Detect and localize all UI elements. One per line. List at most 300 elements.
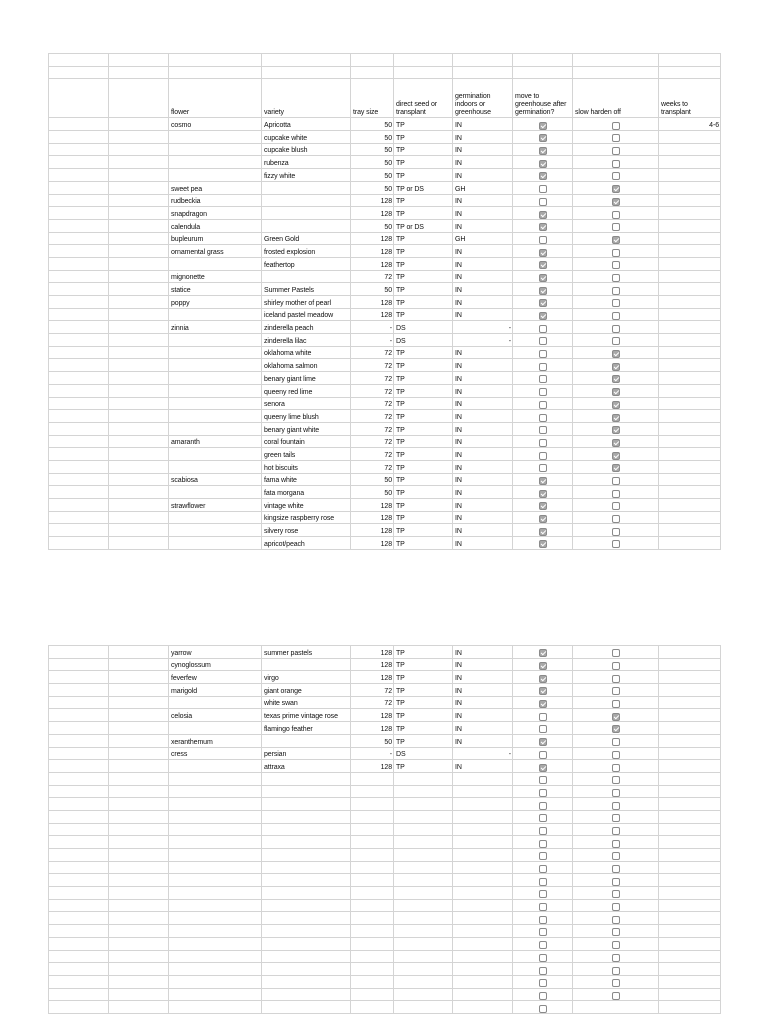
slow-harden-off-checkbox[interactable] (612, 662, 620, 670)
method-cell[interactable]: TP (394, 245, 453, 258)
move-to-greenhouse-checkbox[interactable] (539, 160, 547, 168)
move-to-greenhouse-checkbox[interactable] (539, 840, 547, 848)
slow-harden-off-checkbox[interactable] (612, 928, 620, 936)
empty-cell[interactable] (262, 874, 351, 887)
method-cell[interactable]: TP (394, 372, 453, 385)
empty-cell[interactable] (262, 785, 351, 798)
slow-harden-off-checkbox[interactable] (612, 452, 620, 460)
germination-cell[interactable] (453, 684, 513, 697)
empty-cell[interactable] (659, 836, 721, 849)
slow-harden-off-checkbox[interactable] (612, 725, 620, 733)
weeks-cell[interactable] (659, 296, 721, 309)
tray-size-cell[interactable]: 50 (351, 118, 394, 131)
empty-cell[interactable] (262, 836, 351, 849)
variety-cell[interactable]: fizzy white (262, 169, 351, 182)
slow-harden-off-checkbox[interactable] (612, 134, 620, 142)
empty-cell[interactable] (659, 1001, 721, 1014)
flower-cell[interactable]: strawflower (169, 499, 262, 512)
variety-cell[interactable]: apricot/peach (262, 537, 351, 550)
empty-cell[interactable] (453, 887, 513, 900)
empty-cell[interactable] (659, 975, 721, 988)
variety-cell[interactable]: cupcake blush (262, 143, 351, 156)
flower-cell[interactable]: cress (169, 747, 262, 760)
variety-cell[interactable]: giant orange (262, 684, 351, 697)
move-to-greenhouse-checkbox[interactable] (539, 662, 547, 670)
move-to-greenhouse-checkbox[interactable] (539, 325, 547, 333)
flower-cell[interactable] (169, 448, 262, 461)
empty-cell[interactable] (262, 823, 351, 836)
flower-cell[interactable]: statice (169, 283, 262, 296)
variety-cell[interactable]: zinderella lilac (262, 334, 351, 347)
empty-cell[interactable] (394, 861, 453, 874)
move-to-greenhouse-checkbox[interactable] (539, 675, 547, 683)
weeks-cell[interactable] (659, 194, 721, 207)
flower-cell[interactable] (169, 169, 262, 182)
empty-cell[interactable] (659, 912, 721, 925)
tray-size-cell[interactable]: - (351, 334, 394, 347)
tray-size-cell[interactable]: 50 (351, 181, 394, 194)
variety-cell[interactable]: virgo (262, 671, 351, 684)
method-cell[interactable]: TP (394, 684, 453, 697)
germination-cell[interactable] (453, 359, 513, 372)
tray-size-cell[interactable]: 50 (351, 219, 394, 232)
tray-size-cell[interactable]: 50 (351, 143, 394, 156)
germination-cell[interactable] (453, 499, 513, 512)
flower-cell[interactable]: feverfew (169, 671, 262, 684)
weeks-cell[interactable] (659, 422, 721, 435)
tray-size-cell[interactable]: 128 (351, 658, 394, 671)
move-to-greenhouse-checkbox[interactable] (539, 738, 547, 746)
empty-cell[interactable] (453, 874, 513, 887)
empty-cell[interactable] (351, 963, 394, 976)
tray-size-cell[interactable]: 50 (351, 486, 394, 499)
empty-cell[interactable] (351, 1001, 394, 1014)
slow-harden-off-checkbox[interactable] (612, 992, 620, 1000)
method-cell[interactable]: TP (394, 473, 453, 486)
flower-cell[interactable] (169, 696, 262, 709)
empty-cell[interactable] (659, 874, 721, 887)
empty-cell[interactable] (262, 810, 351, 823)
slow-harden-off-checkbox[interactable] (612, 827, 620, 835)
empty-cell[interactable] (394, 950, 453, 963)
variety-cell[interactable]: persian (262, 747, 351, 760)
empty-cell[interactable] (351, 861, 394, 874)
germination-cell[interactable] (453, 722, 513, 735)
slow-harden-off-checkbox[interactable] (612, 490, 620, 498)
slow-harden-off-checkbox[interactable] (612, 890, 620, 898)
variety-cell[interactable]: cupcake white (262, 131, 351, 144)
variety-cell[interactable]: green tails (262, 448, 351, 461)
empty-cell[interactable] (169, 798, 262, 811)
weeks-cell[interactable] (659, 499, 721, 512)
method-cell[interactable]: TP (394, 734, 453, 747)
variety-cell[interactable]: oklahoma salmon (262, 359, 351, 372)
flower-cell[interactable]: marigold (169, 684, 262, 697)
flower-cell[interactable]: sweet pea (169, 181, 262, 194)
variety-cell[interactable]: silvery rose (262, 524, 351, 537)
tray-size-cell[interactable]: 50 (351, 156, 394, 169)
empty-cell[interactable] (394, 887, 453, 900)
method-cell[interactable]: TP (394, 524, 453, 537)
slow-harden-off-checkbox[interactable] (612, 540, 620, 548)
weeks-cell[interactable] (659, 486, 721, 499)
tray-size-cell[interactable]: 128 (351, 207, 394, 220)
move-to-greenhouse-checkbox[interactable] (539, 764, 547, 772)
germination-cell[interactable] (453, 384, 513, 397)
empty-cell[interactable] (351, 798, 394, 811)
method-cell[interactable]: TP (394, 169, 453, 182)
germination-cell[interactable] (453, 270, 513, 283)
slow-harden-off-checkbox[interactable] (612, 375, 620, 383)
tray-size-cell[interactable]: 128 (351, 709, 394, 722)
tray-size-cell[interactable]: 72 (351, 684, 394, 697)
empty-cell[interactable] (262, 849, 351, 862)
empty-cell[interactable] (262, 937, 351, 950)
empty-cell[interactable] (659, 772, 721, 785)
tray-size-cell[interactable]: 128 (351, 296, 394, 309)
variety-cell[interactable]: vintage white (262, 499, 351, 512)
empty-cell[interactable] (169, 1001, 262, 1014)
flower-cell[interactable] (169, 460, 262, 473)
tray-size-cell[interactable]: 128 (351, 722, 394, 735)
flower-cell[interactable] (169, 346, 262, 359)
germination-cell[interactable] (453, 308, 513, 321)
empty-cell[interactable] (169, 810, 262, 823)
slow-harden-off-checkbox[interactable] (612, 160, 620, 168)
method-cell[interactable]: TP (394, 296, 453, 309)
variety-cell[interactable]: benary giant white (262, 422, 351, 435)
flower-cell[interactable]: snapdragon (169, 207, 262, 220)
slow-harden-off-checkbox[interactable] (612, 350, 620, 358)
slow-harden-off-checkbox[interactable] (612, 198, 620, 206)
move-to-greenhouse-checkbox[interactable] (539, 287, 547, 295)
empty-cell[interactable] (169, 823, 262, 836)
weeks-cell[interactable] (659, 537, 721, 550)
flower-cell[interactable]: scabiosa (169, 473, 262, 486)
tray-size-cell[interactable]: 128 (351, 232, 394, 245)
move-to-greenhouse-checkbox[interactable] (539, 878, 547, 886)
variety-cell[interactable]: fata morgana (262, 486, 351, 499)
flower-cell[interactable] (169, 524, 262, 537)
flower-cell[interactable]: bupleurum (169, 232, 262, 245)
tray-size-cell[interactable]: 72 (351, 359, 394, 372)
move-to-greenhouse-checkbox[interactable] (539, 814, 547, 822)
tray-size-cell[interactable]: 128 (351, 257, 394, 270)
tray-size-cell[interactable]: 72 (351, 435, 394, 448)
slow-harden-off-checkbox[interactable] (612, 852, 620, 860)
empty-cell[interactable] (351, 937, 394, 950)
move-to-greenhouse-checkbox[interactable] (539, 439, 547, 447)
weeks-cell[interactable] (659, 709, 721, 722)
move-to-greenhouse-checkbox[interactable] (539, 751, 547, 759)
move-to-greenhouse-checkbox[interactable] (539, 802, 547, 810)
move-to-greenhouse-checkbox[interactable] (539, 274, 547, 282)
germination-cell[interactable] (453, 646, 513, 659)
germination-cell[interactable] (453, 245, 513, 258)
variety-cell[interactable]: hot biscuits (262, 460, 351, 473)
slow-harden-off-checkbox[interactable] (612, 878, 620, 886)
method-cell[interactable]: TP (394, 384, 453, 397)
slow-harden-off-checkbox[interactable] (612, 776, 620, 784)
tray-size-cell[interactable]: 72 (351, 372, 394, 385)
flower-cell[interactable]: yarrow (169, 646, 262, 659)
empty-cell[interactable] (394, 836, 453, 849)
variety-cell[interactable] (262, 207, 351, 220)
weeks-cell[interactable] (659, 671, 721, 684)
variety-cell[interactable]: benary giant lime (262, 372, 351, 385)
move-to-greenhouse-checkbox[interactable] (539, 477, 547, 485)
method-cell[interactable]: DS (394, 334, 453, 347)
weeks-cell[interactable] (659, 283, 721, 296)
variety-cell[interactable]: white swan (262, 696, 351, 709)
slow-harden-off-checkbox[interactable] (612, 789, 620, 797)
empty-cell[interactable] (659, 823, 721, 836)
move-to-greenhouse-checkbox[interactable] (539, 789, 547, 797)
slow-harden-off-checkbox[interactable] (612, 687, 620, 695)
method-cell[interactable]: TP (394, 283, 453, 296)
slow-harden-off-checkbox[interactable] (612, 325, 620, 333)
method-cell[interactable]: TP (394, 232, 453, 245)
flower-cell[interactable] (169, 334, 262, 347)
empty-cell[interactable] (453, 836, 513, 849)
weeks-cell[interactable] (659, 270, 721, 283)
empty-cell[interactable] (659, 988, 721, 1001)
empty-cell[interactable] (169, 899, 262, 912)
empty-cell[interactable] (453, 950, 513, 963)
empty-cell[interactable] (394, 810, 453, 823)
flower-cell[interactable]: rudbeckia (169, 194, 262, 207)
method-cell[interactable]: TP or DS (394, 181, 453, 194)
flower-cell[interactable] (169, 760, 262, 773)
method-cell[interactable]: TP (394, 671, 453, 684)
empty-cell[interactable] (394, 798, 453, 811)
method-cell[interactable]: TP (394, 270, 453, 283)
move-to-greenhouse-checkbox[interactable] (539, 375, 547, 383)
empty-cell[interactable] (351, 912, 394, 925)
flower-cell[interactable]: poppy (169, 296, 262, 309)
germination-cell[interactable] (453, 671, 513, 684)
slow-harden-off-checkbox[interactable] (612, 764, 620, 772)
move-to-greenhouse-checkbox[interactable] (539, 502, 547, 510)
move-to-greenhouse-checkbox[interactable] (539, 515, 547, 523)
variety-cell[interactable]: Green Gold (262, 232, 351, 245)
method-cell[interactable]: TP (394, 257, 453, 270)
germination-cell[interactable] (453, 696, 513, 709)
empty-cell[interactable] (394, 823, 453, 836)
variety-cell[interactable] (262, 181, 351, 194)
empty-cell[interactable] (394, 772, 453, 785)
move-to-greenhouse-checkbox[interactable] (539, 299, 547, 307)
empty-cell[interactable] (351, 810, 394, 823)
method-cell[interactable]: TP (394, 696, 453, 709)
tray-size-cell[interactable]: 128 (351, 671, 394, 684)
move-to-greenhouse-checkbox[interactable] (539, 916, 547, 924)
move-to-greenhouse-checkbox[interactable] (539, 236, 547, 244)
variety-cell[interactable]: coral fountain (262, 435, 351, 448)
move-to-greenhouse-checkbox[interactable] (539, 865, 547, 873)
empty-cell[interactable] (453, 963, 513, 976)
empty-cell[interactable] (659, 899, 721, 912)
slow-harden-off-checkbox[interactable] (612, 713, 620, 721)
slow-harden-off-checkbox[interactable] (612, 236, 620, 244)
empty-cell[interactable] (169, 785, 262, 798)
move-to-greenhouse-checkbox[interactable] (539, 687, 547, 695)
method-cell[interactable]: TP (394, 397, 453, 410)
empty-cell[interactable] (262, 899, 351, 912)
tray-size-cell[interactable]: - (351, 321, 394, 334)
weeks-cell[interactable] (659, 181, 721, 194)
weeks-cell[interactable] (659, 257, 721, 270)
empty-cell[interactable] (262, 912, 351, 925)
method-cell[interactable]: TP (394, 156, 453, 169)
weeks-cell[interactable] (659, 722, 721, 735)
tray-size-cell[interactable]: 128 (351, 524, 394, 537)
empty-cell[interactable] (453, 798, 513, 811)
slow-harden-off-checkbox[interactable] (612, 211, 620, 219)
empty-cell[interactable] (394, 899, 453, 912)
tray-size-cell[interactable]: 72 (351, 422, 394, 435)
flower-cell[interactable] (169, 308, 262, 321)
empty-cell[interactable] (394, 975, 453, 988)
germination-cell[interactable] (453, 118, 513, 131)
flower-cell[interactable] (169, 384, 262, 397)
tray-size-cell[interactable]: 50 (351, 473, 394, 486)
slow-harden-off-checkbox[interactable] (612, 814, 620, 822)
weeks-cell[interactable] (659, 760, 721, 773)
method-cell[interactable]: TP or DS (394, 219, 453, 232)
variety-cell[interactable]: flamingo feather (262, 722, 351, 735)
variety-cell[interactable]: frosted explosion (262, 245, 351, 258)
flower-cell[interactable]: zinnia (169, 321, 262, 334)
move-to-greenhouse-checkbox[interactable] (539, 452, 547, 460)
tray-size-cell[interactable]: 128 (351, 511, 394, 524)
weeks-cell[interactable] (659, 169, 721, 182)
germination-cell[interactable] (453, 473, 513, 486)
empty-cell[interactable] (351, 785, 394, 798)
move-to-greenhouse-checkbox[interactable] (539, 426, 547, 434)
tray-size-cell[interactable]: 50 (351, 283, 394, 296)
method-cell[interactable]: TP (394, 131, 453, 144)
slow-harden-off-checkbox[interactable] (612, 172, 620, 180)
variety-cell[interactable]: rubenza (262, 156, 351, 169)
empty-cell[interactable] (169, 861, 262, 874)
slow-harden-off-checkbox[interactable] (612, 414, 620, 422)
germination-cell[interactable] (453, 346, 513, 359)
method-cell[interactable]: DS (394, 321, 453, 334)
empty-cell[interactable] (453, 1001, 513, 1014)
slow-harden-off-checkbox[interactable] (612, 979, 620, 987)
empty-cell[interactable] (169, 937, 262, 950)
method-cell[interactable]: TP (394, 346, 453, 359)
germination-cell[interactable] (453, 448, 513, 461)
flower-cell[interactable] (169, 486, 262, 499)
flower-cell[interactable] (169, 537, 262, 550)
move-to-greenhouse-checkbox[interactable] (539, 198, 547, 206)
slow-harden-off-checkbox[interactable] (612, 477, 620, 485)
slow-harden-off-checkbox[interactable] (612, 916, 620, 924)
empty-cell[interactable] (659, 937, 721, 950)
method-cell[interactable]: DS (394, 747, 453, 760)
move-to-greenhouse-checkbox[interactable] (539, 700, 547, 708)
empty-cell[interactable] (169, 925, 262, 938)
flower-cell[interactable] (169, 410, 262, 423)
method-cell[interactable]: TP (394, 422, 453, 435)
tray-size-cell[interactable]: 72 (351, 410, 394, 423)
flower-cell[interactable] (169, 156, 262, 169)
empty-cell[interactable] (394, 925, 453, 938)
move-to-greenhouse-checkbox[interactable] (539, 414, 547, 422)
move-to-greenhouse-checkbox[interactable] (539, 776, 547, 784)
variety-cell[interactable] (262, 734, 351, 747)
weeks-cell[interactable] (659, 646, 721, 659)
empty-cell[interactable] (659, 861, 721, 874)
empty-cell[interactable] (169, 772, 262, 785)
weeks-cell[interactable] (659, 410, 721, 423)
slow-harden-off-checkbox[interactable] (612, 675, 620, 683)
empty-cell[interactable] (169, 874, 262, 887)
germination-cell[interactable] (453, 658, 513, 671)
germination-cell[interactable] (453, 410, 513, 423)
flower-cell[interactable]: xeranthemum (169, 734, 262, 747)
slow-harden-off-checkbox[interactable] (612, 312, 620, 320)
weeks-cell[interactable] (659, 435, 721, 448)
tray-size-cell[interactable]: 128 (351, 537, 394, 550)
variety-cell[interactable]: Apricotta (262, 118, 351, 131)
method-cell[interactable]: TP (394, 460, 453, 473)
slow-harden-off-checkbox[interactable] (612, 802, 620, 810)
method-cell[interactable]: TP (394, 194, 453, 207)
empty-cell[interactable] (453, 810, 513, 823)
method-cell[interactable]: TP (394, 448, 453, 461)
weeks-cell[interactable] (659, 207, 721, 220)
move-to-greenhouse-checkbox[interactable] (539, 992, 547, 1000)
method-cell[interactable]: TP (394, 359, 453, 372)
move-to-greenhouse-checkbox[interactable] (539, 928, 547, 936)
empty-cell[interactable] (262, 988, 351, 1001)
method-cell[interactable]: TP (394, 118, 453, 131)
slow-harden-off-checkbox[interactable] (612, 274, 620, 282)
slow-harden-off-checkbox[interactable] (612, 122, 620, 130)
flower-cell[interactable] (169, 372, 262, 385)
tray-size-cell[interactable]: 50 (351, 131, 394, 144)
move-to-greenhouse-checkbox[interactable] (539, 172, 547, 180)
germination-cell[interactable] (453, 486, 513, 499)
slow-harden-off-checkbox[interactable] (612, 738, 620, 746)
empty-cell[interactable] (351, 849, 394, 862)
slow-harden-off-checkbox[interactable] (612, 261, 620, 269)
move-to-greenhouse-checkbox[interactable] (539, 490, 547, 498)
variety-cell[interactable]: texas prime vintage rose (262, 709, 351, 722)
flower-cell[interactable] (169, 722, 262, 735)
empty-cell[interactable] (659, 963, 721, 976)
variety-cell[interactable]: kingsize raspberry rose (262, 511, 351, 524)
slow-harden-off-checkbox[interactable] (612, 388, 620, 396)
tray-size-cell[interactable]: 72 (351, 397, 394, 410)
flower-cell[interactable]: cosmo (169, 118, 262, 131)
weeks-cell[interactable] (659, 511, 721, 524)
slow-harden-off-checkbox[interactable] (612, 751, 620, 759)
move-to-greenhouse-checkbox[interactable] (539, 725, 547, 733)
move-to-greenhouse-checkbox[interactable] (539, 528, 547, 536)
tray-size-cell[interactable]: 50 (351, 169, 394, 182)
germination-cell[interactable] (453, 156, 513, 169)
move-to-greenhouse-checkbox[interactable] (539, 261, 547, 269)
method-cell[interactable]: TP (394, 308, 453, 321)
move-to-greenhouse-checkbox[interactable] (539, 827, 547, 835)
variety-cell[interactable]: shirley mother of pearl (262, 296, 351, 309)
method-cell[interactable]: TP (394, 207, 453, 220)
method-cell[interactable]: TP (394, 143, 453, 156)
